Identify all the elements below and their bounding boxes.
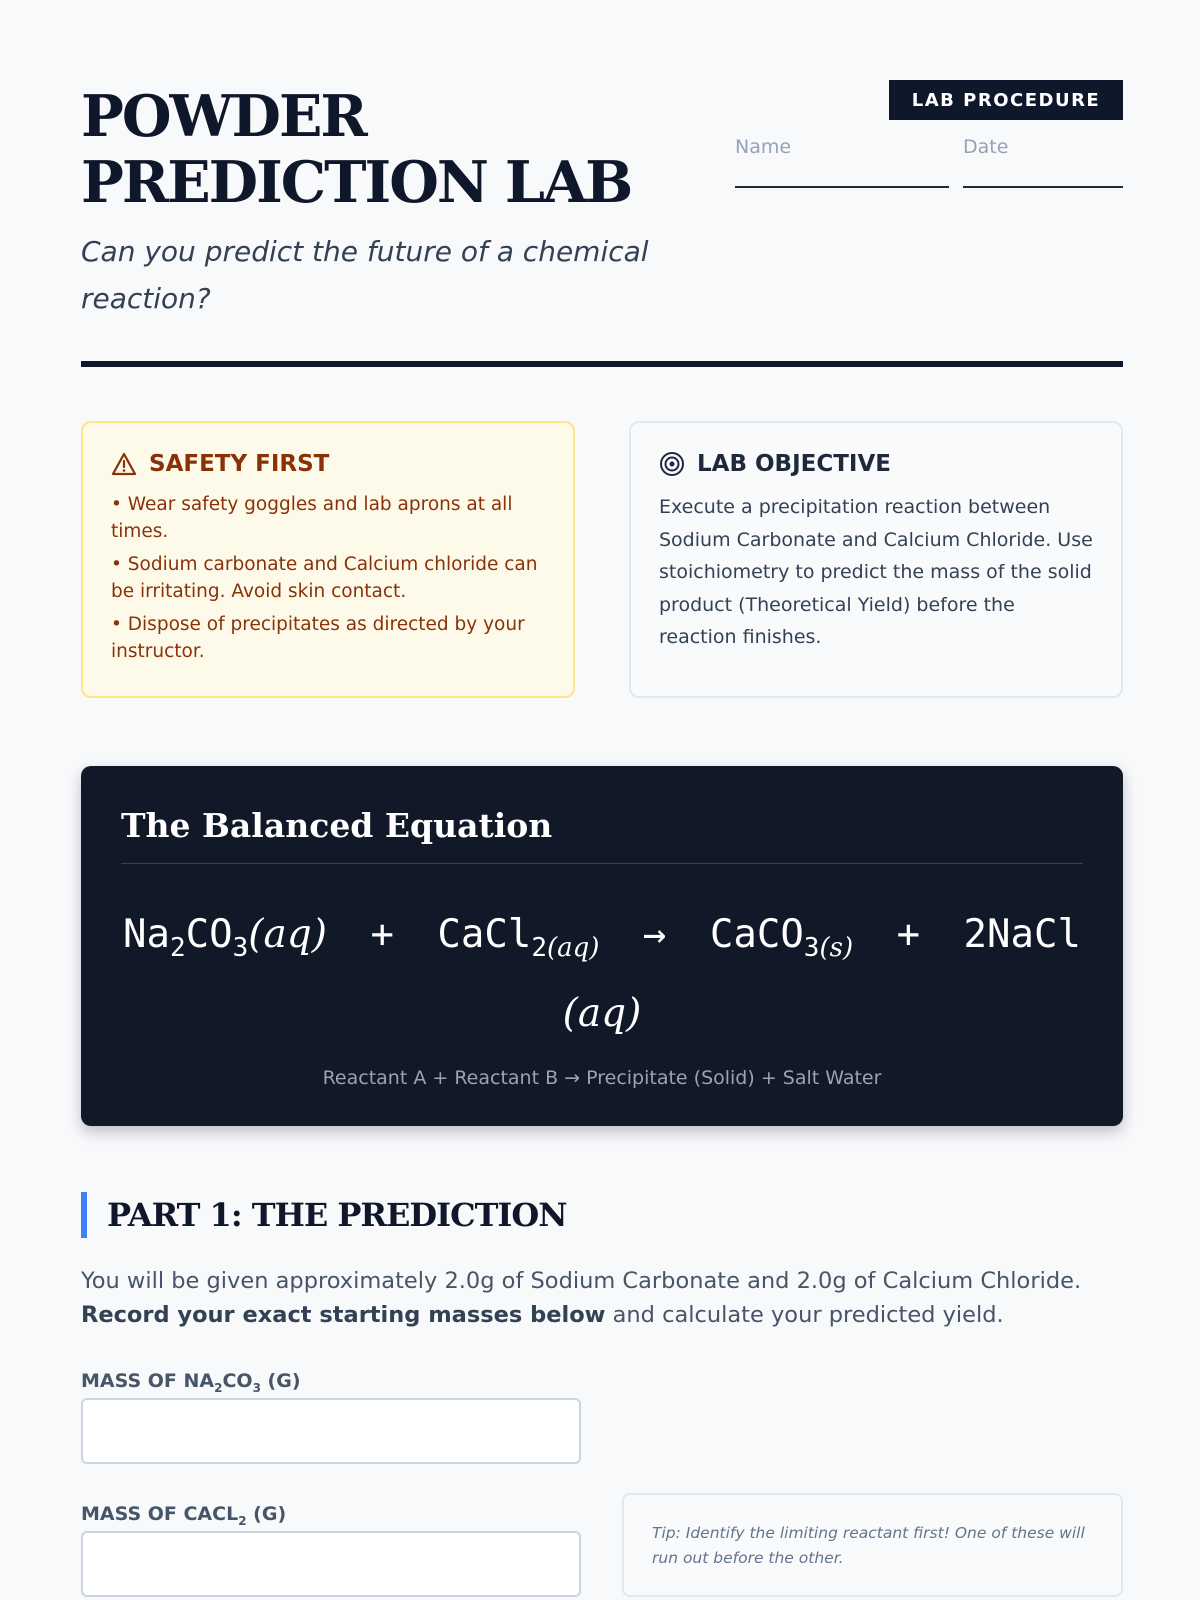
plus-sign: + (370, 912, 394, 957)
date-label: Date (963, 136, 1009, 158)
product-a: CaCO$_{3(s)}$ (709, 912, 854, 963)
reaction-arrow: → (642, 912, 667, 957)
name-label: Name (735, 136, 792, 158)
mass-cacl2-input[interactable] (81, 1531, 581, 1597)
lab-procedure-badge: LAB PROCEDURE (889, 80, 1123, 120)
safety-card (81, 421, 575, 698)
objective-card-header (659, 451, 1093, 477)
balanced-equation (121, 902, 1083, 1047)
header-divider (81, 361, 1123, 367)
target-icon (659, 451, 685, 477)
mass-na2co3-label: MASS OF $NA_2CO_3$ (G) (81, 1370, 301, 1395)
objective-card (629, 421, 1123, 698)
mass-na2co3-input[interactable] (81, 1398, 581, 1464)
mass-cacl2-label: MASS OF $CACL_2$ (G) (81, 1503, 287, 1528)
warning-icon (111, 452, 137, 476)
part1-intro: You will be given approximately 2.0g of Sodium Carbonate and 2.0g of Calcium Chloride. Record your exact starting masses below and calculate your predicted yield. (81, 1268, 1082, 1328)
tip-text: Tip: Identify the limiting reactant first! One of these will run out before the other. (652, 1524, 1085, 1567)
equation-title: The Balanced Equation (121, 806, 1083, 864)
reactant-a: $Na_2CO_3(aq)$ (123, 912, 327, 963)
safety-card-header (111, 451, 545, 477)
tip-box (622, 1493, 1123, 1597)
reactant-b: CaCl$_{2(aq)}$ (437, 912, 600, 963)
safety-title: SAFETY FIRST (149, 451, 330, 477)
safety-list (111, 491, 545, 665)
date-field[interactable] (963, 130, 1123, 188)
objective-title: LAB OBJECTIVE (697, 451, 891, 477)
safety-item: • Wear safety goggles and lab aprons at all times. (111, 491, 545, 545)
page-subtitle: Can you predict the future of a chemical reaction? (81, 235, 649, 315)
plus-sign: + (896, 912, 921, 957)
safety-item: • Dispose of precipitates as directed by your instructor. (111, 611, 545, 665)
product-b: 2NaCl (aq) (562, 912, 1081, 1036)
page-title: POWDER PREDICTION LAB (81, 83, 632, 216)
equation-caption: Reactant A + Reactant B → Precipitate (Solid) + Salt Water (322, 1066, 882, 1089)
part1-heading (81, 1192, 566, 1238)
objective-text: Execute a precipitation reaction between Sodium Carbonate and Calcium Chloride. Use stoichiometry to predict the mass of the solid product (Theoretical Yield) before the reaction finishes. (659, 496, 1093, 648)
part1-title: PART 1: THE PREDICTION (107, 1196, 567, 1234)
safety-item: • Sodium carbonate and Calcium chloride can be irritating. Avoid skin contact. (111, 551, 545, 605)
equation-panel (81, 766, 1123, 1126)
name-field[interactable] (735, 130, 949, 188)
